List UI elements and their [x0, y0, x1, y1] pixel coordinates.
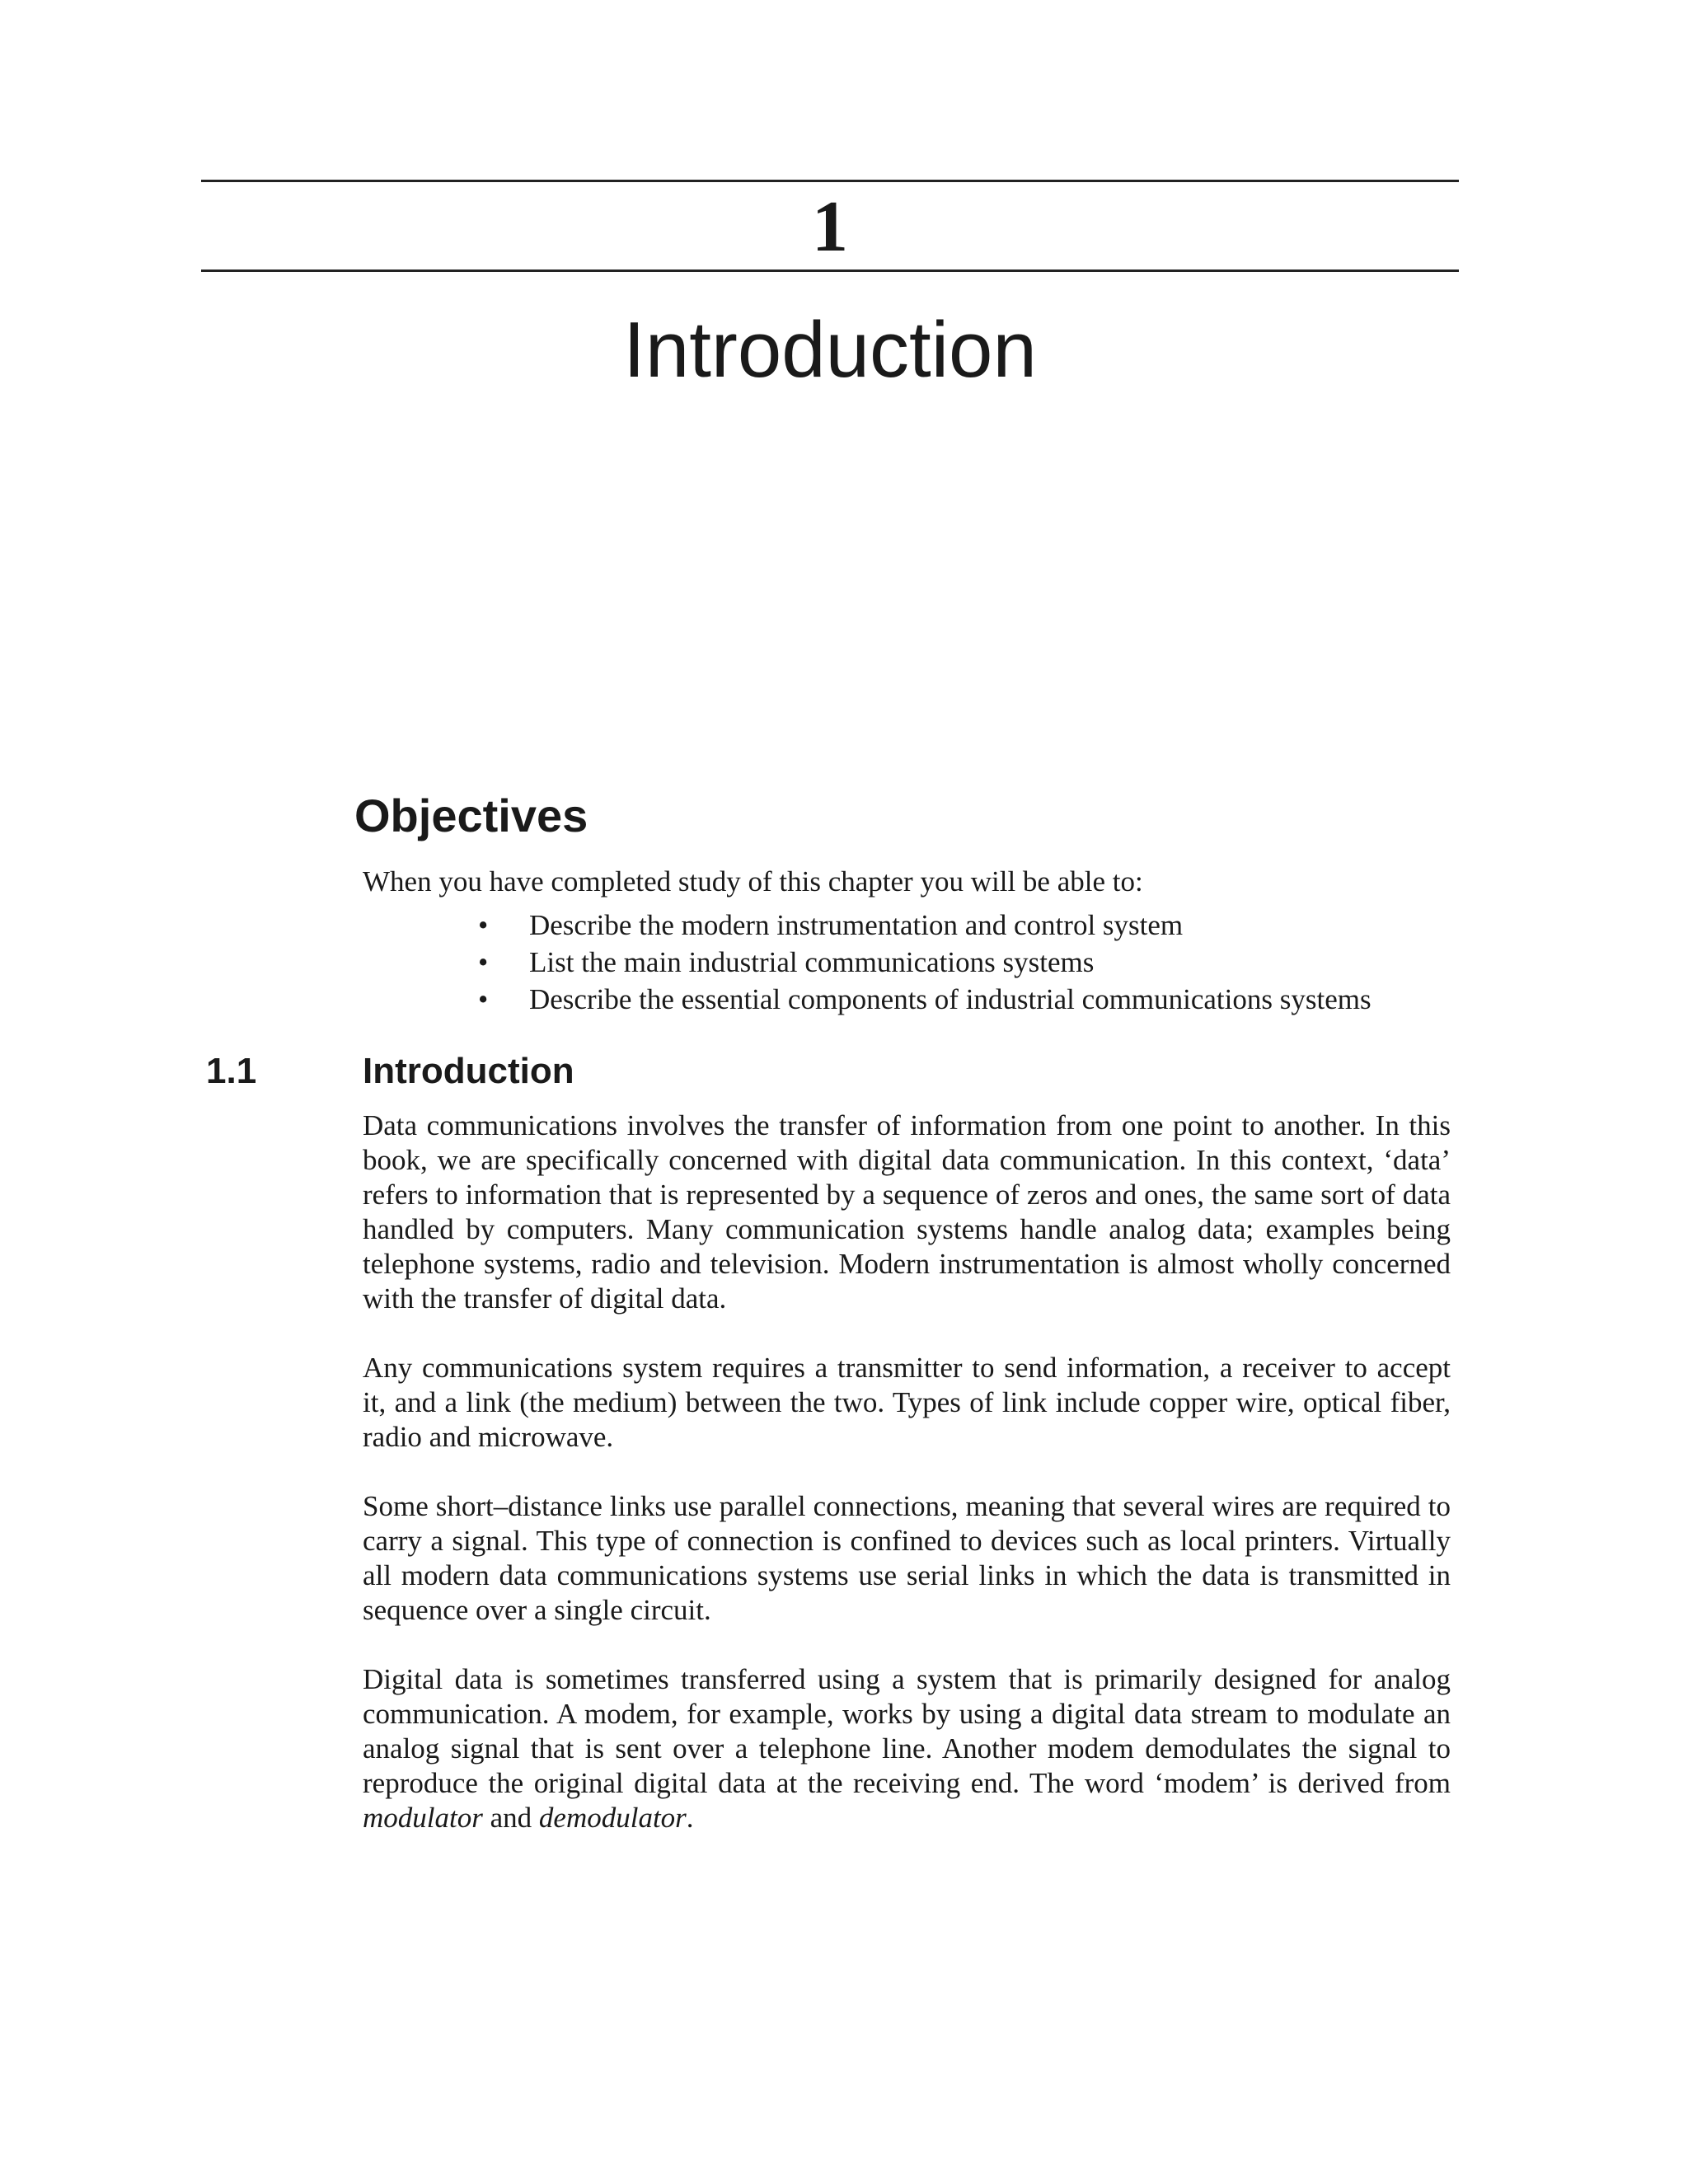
objectives-intro: When you have completed study of this chapter you will be able to: [363, 865, 1143, 898]
body-paragraph-modem [363, 1662, 1451, 1835]
section-body [363, 1108, 1451, 1835]
objective-text: List the main industrial communications systems [529, 946, 1095, 978]
list-item [478, 944, 1372, 981]
paragraph-text: Digital data is sometimes transferred using a system that is primarily designed for analog communication. A modem, for example, works by using a digital data stream to modulate an analog signal that is sent over a telephone line. Another modem demodulates the signal to reproduce the original digital data at the receiving end. The word ‘modem’ is derived from [363, 1663, 1451, 1799]
chapter-title: Introduction [623, 306, 1037, 394]
bullet-icon: • [478, 946, 489, 978]
paragraph-text: . [686, 1802, 694, 1834]
paragraph-text: and [482, 1802, 539, 1834]
objectives-list [478, 907, 1372, 1018]
objectives-heading: Objectives [354, 790, 588, 841]
italic-term-modulator: modulator [363, 1802, 483, 1834]
italic-term-demodulator: demodulator [538, 1802, 687, 1834]
list-item [478, 981, 1372, 1018]
bullet-icon: • [478, 909, 489, 941]
chapter-number: 1 [812, 187, 848, 267]
body-paragraph: Data communications involves the transfer of information from one point to another. In this book, we are specifically concerned with digital data communication. In this context, ‘data’ refers to information that is represented by a sequence of zeros and ones, the same sort of data handled by computers. Many communication systems handle analog data; examples being telephone systems, radio and television. Modern instrumentation is almost wholly concerned with the transfer of digital data. [363, 1109, 1451, 1315]
section-number: 1.1 [206, 1051, 257, 1091]
section-title: Introduction [363, 1051, 574, 1091]
chapter-top-rule [201, 180, 1459, 182]
bullet-icon: • [478, 983, 489, 1015]
objective-text: Describe the essential components of industrial communications systems [529, 983, 1372, 1015]
body-paragraph: Any communications system requires a transmitter to send information, a receiver to accept it, and a link (the medium) between the two. Types of link include copper wire, optical fiber, radio and microwave. [363, 1352, 1451, 1453]
objective-text: Describe the modern instrumentation and control system [529, 909, 1184, 941]
chapter-bottom-rule [201, 269, 1459, 272]
body-paragraph: Some short–distance links use parallel connections, meaning that several wires are required to carry a signal. This type of connection is confined to devices such as local printers. Virtually all modern data communications systems use serial links in which the data is transmitted in sequence over a single circuit. [363, 1490, 1451, 1626]
list-item [478, 907, 1372, 944]
